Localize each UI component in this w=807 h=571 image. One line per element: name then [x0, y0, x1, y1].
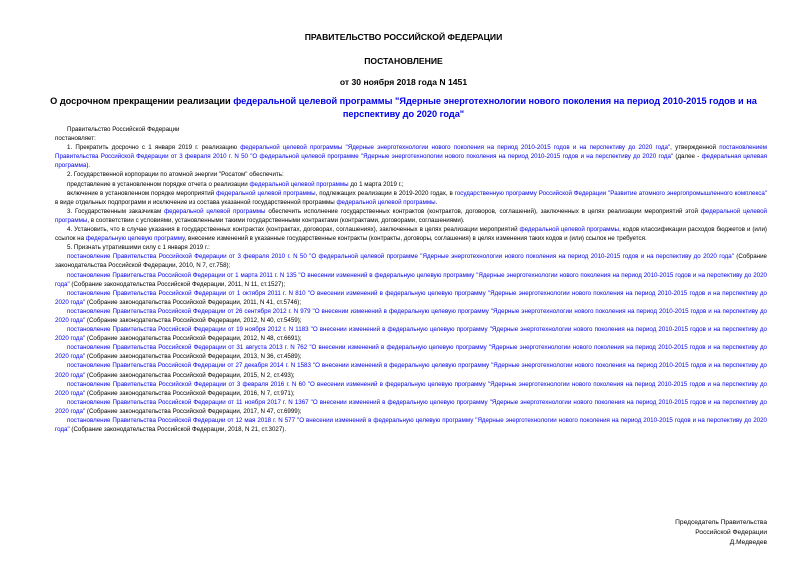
signatory-country: Российской Федерации	[695, 529, 767, 537]
repealed-item	[55, 252, 767, 270]
paragraph-text: ).	[86, 162, 91, 170]
signatory-name: Д.Медведев	[729, 539, 767, 547]
program-link[interactable]: федеральная целевая программа	[55, 153, 767, 170]
paragraph-2: 2. Государственной корпорации по атомной энергии "Росатом" обеспечить:	[67, 171, 284, 179]
paragraph-text: в виде отдельных подпрограмм и исключение из состава указанной государственной программы	[55, 198, 337, 206]
publication-reference: (Собрание законодательства Российской Федерации, 2018, N 21, ст.3027).	[69, 426, 287, 434]
program-link[interactable]: федеральную целевую программу	[85, 235, 185, 243]
paragraph-2a	[55, 180, 767, 189]
intro-line: Правительство Российской Федерации	[67, 126, 180, 133]
publication-reference: (Собрание законодательства Российской Федерации, 2012, N 40, ст.5459);	[85, 316, 302, 324]
paragraph-text: , внесение изменений в указанные государственные контракты (контракты, договоры, соглашения) в целях изменения таких кодов и (или) ссылок не требуется.	[184, 235, 647, 243]
paragraph-text: представление в установленном порядке отчета о реализации	[67, 180, 250, 188]
intro-decree: постановляет:	[55, 135, 96, 143]
paragraph-text: 4. Установить, что в случае указания в государственных контрактах (контрактах, договорах, соглашениях), заключенных в целях реализации мероприятий	[67, 226, 520, 234]
publication-reference: (Собрание законодательства Российской Федерации, 2015, N 2, ст.493);	[85, 371, 295, 379]
signatory-position: Председатель Правительства	[675, 519, 767, 526]
paragraph-text: до 1 марта 2019 г.;	[348, 180, 404, 188]
repealed-item	[55, 271, 767, 289]
repealed-item	[55, 361, 767, 379]
repealed-item	[55, 289, 767, 307]
program-link[interactable]: федеральной целевой программы	[519, 226, 620, 234]
program-link[interactable]: федеральной целевой программы "Ядерные энерготехнологии нового поколения на период 2010-2015 годов и на перспективу до 2020 года"	[240, 144, 671, 152]
repealed-item	[55, 380, 767, 398]
signature-block	[675, 518, 767, 549]
paragraph-3	[55, 207, 767, 225]
publication-reference: (Собрание законодательства Российской Федерации, 2011, N 11, ст.1527);	[69, 280, 286, 288]
publication-reference: (Собрание законодательства Российской Федерации, 2013, N 36, ст.4589);	[85, 353, 302, 361]
paragraph-text: включение в установленном порядке мероприятий	[67, 189, 217, 197]
paragraph-4	[55, 225, 767, 243]
paragraph-text: , утвержденной	[670, 144, 720, 152]
paragraph-text: .	[435, 198, 438, 206]
date-number-heading: от 30 ноября 2018 года N 1451	[339, 77, 468, 87]
paragraph-text: , подлежащих реализации в 2019-2020 годах, в	[315, 189, 455, 197]
repealed-resolution-link[interactable]: постановление Правительства Российской Федерации от 19 ноября 2012 г. N 1183 "О внесении изменений в федеральную целевую программу "Ядерные энерготехнологии нового поколения на период 2010-2015 годов и на перспективу до 2020 года"	[55, 326, 767, 343]
publication-reference: (Собрание законодательства Российской Федерации, 2010, N 7, ст.758);	[55, 253, 768, 270]
repealed-item	[55, 325, 767, 343]
paragraph-text: обеспечить исполнение государственных контрактов (контрактов, договоров, соглашений), заключенных в целях реализации мероприятий этой	[265, 207, 701, 215]
publication-reference: (Собрание законодательства Российской Федерации, 2012, N 48, ст.6691);	[85, 335, 302, 343]
paragraph-text: (далее -	[673, 153, 702, 161]
repealed-resolution-link[interactable]: постановление Правительства Российской Федерации от 27 декабря 2014 г. N 1583 "О внесении изменений в федеральную целевую программу "Ядерные энерготехнологии нового поколения на период 2010-2015 годов и на перспективу до 2020 года"	[55, 362, 767, 379]
paragraph-text: , кодов классификации расходов бюджетов и (или) ссылок на	[55, 226, 767, 243]
paragraph-text: , в соответствии с условиями, установленными такими государственными контрактами (контрактами, договорами, соглашениями).	[87, 216, 465, 224]
publication-reference: (Собрание законодательства Российской Федерации, 2011, N 41, ст.5746);	[85, 298, 302, 306]
program-link[interactable]: федеральной целевой программы	[336, 198, 436, 206]
repealed-item	[55, 343, 767, 361]
repealed-resolution-link[interactable]: постановление Правительства Российской Федерации от 11 ноября 2017 г. N 1367 "О внесении изменений в федеральную целевую программу "Ядерные энерготехнологии нового поколения на период 2010-2015 годов и на перспективу до 2020 года"	[55, 398, 767, 415]
repealed-resolution-link[interactable]: постановление Правительства Российской Федерации от 3 февраля 2016 г. N 60 "О внесении изменений в федеральную целевую программу "Ядерные энерготехнологии нового поколения на период 2010-2015 годов и на перспективу до 2020 года"	[55, 380, 767, 397]
repealed-resolution-link[interactable]: постановление Правительства Российской Федерации от 26 сентября 2012 г. N 979 "О внесении изменений в федеральную целевую программу "Ядерные энерготехнологии нового поколения на период 2010-2015 годов и на перспективу до 2020 года"	[55, 307, 767, 324]
document-type-heading: ПОСТАНОВЛЕНИЕ	[364, 56, 443, 66]
issuer-heading: ПРАВИТЕЛЬСТВО РОССИЙСКОЙ ФЕДЕРАЦИИ	[304, 32, 503, 42]
repealed-resolution-link[interactable]: постановление Правительства Российской Федерации от 1 марта 2011 г. N 135 "О внесении изменений в федеральную целевую программу "Ядерные энерготехнологии нового поколения на период 2010-2015 годов и на перспективу до 2020 года"	[55, 271, 767, 288]
document-title-link[interactable]: федеральной целевой программы "Ядерные энерготехнологии нового поколения на период 2010-2015 годов и на перспективу до 2020 года"	[233, 96, 757, 119]
paragraph-1	[55, 143, 767, 170]
program-link[interactable]: федеральной целевой программы	[216, 189, 316, 197]
repealed-resolution-link[interactable]: постановление Правительства Российской Федерации от 12 мая 2018 г. N 577 "О внесении изменений в федеральную целевую программу "Ядерные энерготехнологии нового поколения на период 2010-2015 годов и на перспективу до 2020 года"	[55, 417, 767, 434]
document-body	[55, 125, 767, 434]
paragraph-2b	[55, 189, 767, 207]
paragraph-5: 5. Признать утратившими силу с 1 января 2019 г.:	[67, 244, 210, 252]
repealed-resolution-link[interactable]: постановление Правительства Российской Федерации от 3 февраля 2010 г. N 50 "О федеральной целевой программе "Ядерные энерготехнологии нового поколения на период 2010-2015 годов и на перспективу до 2020 года"	[67, 253, 734, 261]
program-link[interactable]: федеральной целевой программы	[164, 207, 266, 215]
paragraph-text: 1. Прекратить досрочно с 1 января 2019 г. реализацию	[67, 144, 241, 152]
resolution-link[interactable]: постановлением Правительства Российской Федерации от 3 февраля 2010 г. N 50 "О федеральной целевой программе "Ядерные энерготехнологии нового поколения на период 2010-2015 годов и на перспективу до 2020 года"	[55, 144, 767, 161]
repealed-item	[55, 307, 767, 325]
repealed-resolution-link[interactable]: постановление Правительства Российской Федерации от 1 октября 2011 г. N 810 "О внесении изменений в федеральную целевую программу "Ядерные энерготехнологии нового поколения на период 2010-2015 годов и на перспективу до 2020 года"	[55, 289, 767, 306]
publication-reference: (Собрание законодательства Российской Федерации, 2016, N 7, ст.971);	[85, 389, 295, 397]
program-link[interactable]: федеральной целевой программы	[55, 207, 767, 224]
document-title	[40, 95, 767, 120]
publication-reference: (Собрание законодательства Российской Федерации, 2017, N 47, ст.6999);	[85, 407, 302, 415]
repealed-item	[55, 416, 767, 434]
repealed-item	[55, 398, 767, 416]
document-title-text: О досрочном прекращении реализации	[50, 96, 234, 106]
repealed-resolution-link[interactable]: постановление Правительства Российской Федерации от 31 августа 2013 г. N 762 "О внесении изменений в федеральную целевую программу "Ядерные энерготехнологии нового поколения на период 2010-2015 годов и на перспективу до 2020 года"	[55, 344, 767, 361]
state-program-link[interactable]: государственную программу Российской Федерации "Развитие атомного энергопромышленного комплекса"	[454, 189, 767, 197]
program-link[interactable]: федеральной целевой программы	[249, 180, 349, 188]
paragraph-text: 3. Государственным заказчикам	[67, 207, 165, 215]
